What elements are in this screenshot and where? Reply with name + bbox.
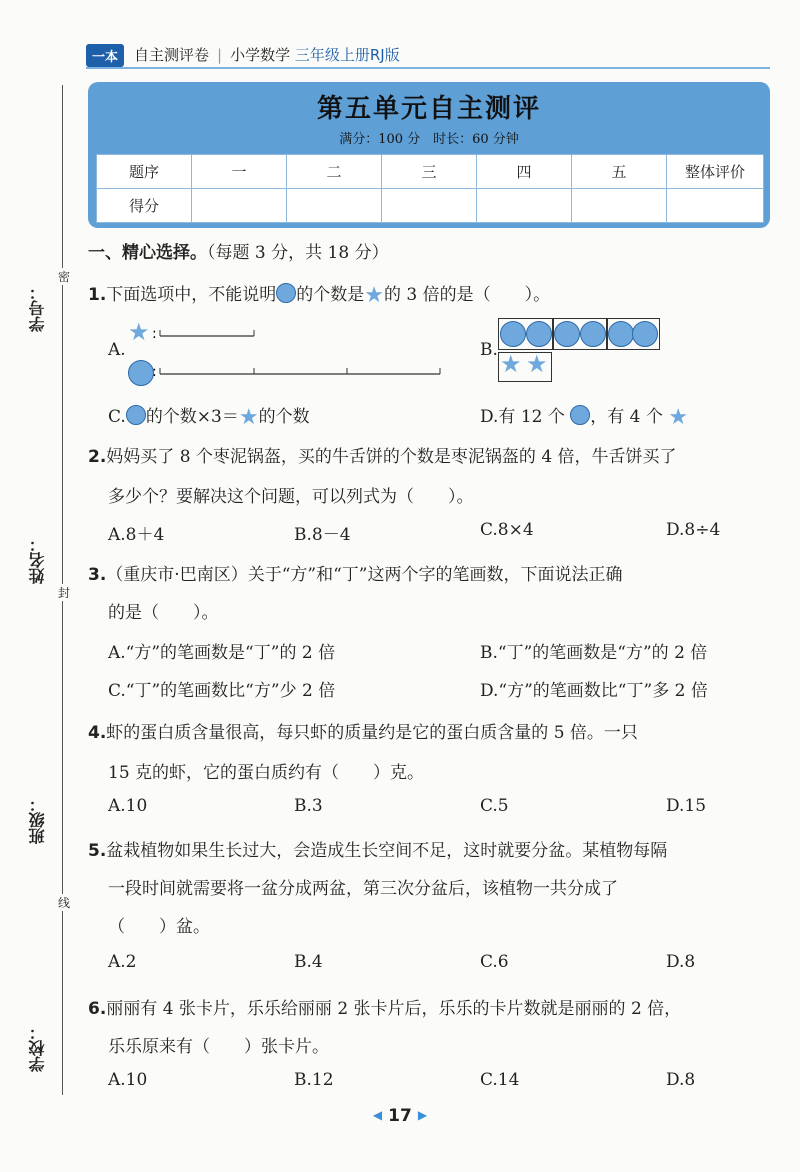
header-subject: 小学数学 — [230, 46, 291, 64]
header-rule — [86, 67, 770, 69]
question-1 — [88, 280, 550, 308]
q5-option-c[interactable]: C.6 — [480, 952, 509, 972]
svg-text::: : — [152, 364, 157, 380]
score-header-cell: 三 — [382, 155, 477, 189]
q4-option-c[interactable]: C.5 — [480, 796, 509, 816]
q5-option-b[interactable]: B.4 — [294, 952, 323, 972]
question-number: 3. — [88, 565, 107, 585]
q1-d-mid: ，有 4 个 — [590, 407, 663, 427]
question-number: 4. — [88, 723, 107, 743]
circle-icon — [526, 321, 552, 347]
q5-option-d[interactable]: D.8 — [666, 952, 696, 972]
seal-word-feng: 封 — [58, 586, 71, 600]
q3-option-c[interactable]: C.“丁”的笔画数比“方”少 2 倍 — [108, 681, 336, 701]
circle-icon — [580, 321, 606, 347]
score-header-cell: 五 — [572, 155, 667, 189]
q1-option-d[interactable] — [480, 402, 688, 430]
q2-line1: 妈妈买了 8 个枣泥锅盔，买的牛舌饼的个数是枣泥锅盔的 4 倍，牛舌饼买了 — [106, 447, 677, 467]
brand-logo: 一本 — [86, 44, 124, 67]
q1-text-pre: 下面选项中，不能说明 — [106, 285, 277, 305]
score-header-cell: 整体评价 — [667, 155, 764, 189]
question-number: 2. — [88, 447, 107, 467]
q6-option-c[interactable]: C.14 — [480, 1070, 520, 1090]
q5-option-a[interactable]: A.2 — [108, 952, 137, 972]
question-2 — [88, 442, 677, 467]
q4-option-b[interactable]: B.3 — [294, 796, 323, 816]
question-number: 5. — [88, 841, 107, 861]
circle-icon — [554, 321, 580, 347]
q6-line2: 乐乐原来有（ ）张卡片。 — [108, 1037, 329, 1057]
q1-c-pre: C. — [108, 407, 126, 427]
q1-option-b-label[interactable]: B. — [480, 340, 498, 360]
q5-line2: 一段时间就需要将一盆分成两盆，第三次分盆后，该植物一共分成了 — [108, 879, 618, 899]
q6-option-a[interactable]: A.10 — [108, 1070, 148, 1090]
star-icon: ★ — [500, 350, 522, 378]
star-icon: ★ — [668, 405, 689, 430]
star-icon: ★ — [526, 350, 548, 378]
circle-icon — [500, 321, 526, 347]
score-table — [96, 154, 764, 223]
school-label: 学校： — [28, 1024, 47, 1072]
q1-c-post: 的个数 — [258, 407, 310, 427]
star-icon: ★ — [238, 405, 259, 430]
q2-option-c[interactable]: C.8×4 — [480, 520, 534, 540]
header-text: 自主测评卷 | 小学数学 三年级上册RJ版 — [134, 46, 400, 64]
q4-line1: 虾的蛋白质含量很高，每只虾的质量约是它的蛋白质含量的 5 倍。一只 — [106, 723, 638, 743]
name-label: 姓名： — [28, 536, 47, 584]
score-blank-cell[interactable] — [192, 189, 287, 223]
q1-option-c[interactable] — [108, 402, 310, 430]
circle-icon — [276, 283, 296, 303]
q2-option-b[interactable]: B.8－4 — [294, 525, 351, 545]
q4-option-a[interactable]: A.10 — [108, 796, 148, 816]
q4-line2: 15 克的虾，它的蛋白质约有（ ）克。 — [108, 763, 425, 783]
question-number: 6. — [88, 999, 107, 1019]
q6-option-b[interactable]: B.12 — [294, 1070, 334, 1090]
q1-d-pre: D.有 12 个 — [480, 407, 565, 427]
seal-word-mi: 密 — [58, 270, 71, 284]
q5-line3: （ ）盆。 — [108, 917, 210, 937]
q3-option-d[interactable]: D.“方”的笔画数比“丁”多 2 倍 — [480, 681, 708, 701]
q1-option-a-label[interactable]: A. — [108, 340, 126, 360]
prev-arrow-icon: ◀ — [372, 1108, 383, 1122]
q3-option-b[interactable]: B.“丁”的笔画数是“方”的 2 倍 — [480, 643, 708, 663]
header-grade: 三年级上册RJ版 — [294, 46, 400, 64]
q1-c-mid: 的个数×3＝ — [145, 407, 239, 427]
section-heading — [88, 238, 389, 263]
page-subtitle: 满分：100 分 时长：60 分钟 — [339, 132, 519, 147]
section-title: 一、精心选择。 — [88, 243, 207, 263]
question-5 — [88, 836, 667, 861]
star-icon: ★ — [364, 283, 385, 308]
q1-text-post: 的 3 倍的是（ ）。 — [384, 285, 551, 305]
q3-option-a[interactable]: A.“方”的笔画数是“丁”的 2 倍 — [108, 643, 336, 663]
circle-icon — [570, 405, 590, 425]
score-blank-cell[interactable] — [382, 189, 477, 223]
section-note: （每题 3 分，共 18 分） — [207, 243, 389, 263]
score-header-cell: 题序 — [97, 155, 192, 189]
score-header-cell: 二 — [287, 155, 382, 189]
question-3 — [88, 560, 622, 585]
svg-text::: : — [152, 326, 157, 342]
score-header-cell: 一 — [192, 155, 287, 189]
question-6 — [88, 994, 681, 1019]
q2-option-d[interactable]: D.8÷4 — [666, 520, 721, 540]
score-header-cell: 四 — [477, 155, 572, 189]
q4-option-d[interactable]: D.15 — [666, 796, 707, 816]
star-icon: ★ — [128, 318, 150, 346]
class-label: 班级： — [28, 796, 47, 844]
score-blank-cell[interactable] — [477, 189, 572, 223]
q5-line1: 盆栽植物如果生长过大，会造成生长空间不足，这时就要分盆。某植物每隔 — [106, 841, 668, 861]
circle-icon — [632, 321, 658, 347]
score-blank-cell[interactable] — [572, 189, 667, 223]
header-series: 自主测评卷 — [134, 46, 210, 64]
next-arrow-icon: ▶ — [417, 1108, 428, 1122]
circle-icon — [608, 321, 634, 347]
seal-word-xian: 线 — [58, 896, 71, 910]
circle-icon — [126, 405, 146, 425]
q6-line1: 丽丽有 4 张卡片，乐乐给丽丽 2 张卡片后，乐乐的卡片数就是丽丽的 2 倍， — [106, 999, 682, 1019]
q2-option-a[interactable]: A.8＋4 — [108, 525, 165, 545]
student-id-label: 学号： — [28, 284, 47, 332]
page-number-value: 17 — [388, 1106, 412, 1126]
question-4 — [88, 718, 638, 743]
page-number — [0, 1106, 800, 1126]
page-title: 第五单元自主测评 — [316, 94, 541, 124]
q1-option-a-diagram — [150, 318, 450, 386]
q2-line2: 多少个？要解决这个问题，可以列式为（ ）。 — [108, 487, 474, 507]
q3-line2: 的是（ ）。 — [108, 603, 219, 623]
question-number: 1. — [88, 285, 107, 305]
score-blank-cell[interactable] — [667, 189, 764, 223]
score-blank-cell[interactable] — [287, 189, 382, 223]
score-row-label: 得分 — [97, 189, 192, 223]
q6-option-d[interactable]: D.8 — [666, 1070, 696, 1090]
q1-text-mid: 的个数是 — [296, 285, 365, 305]
q3-line1: （重庆市·巴南区）关于“方”和“丁”这两个字的笔画数，下面说法正确 — [106, 565, 623, 585]
